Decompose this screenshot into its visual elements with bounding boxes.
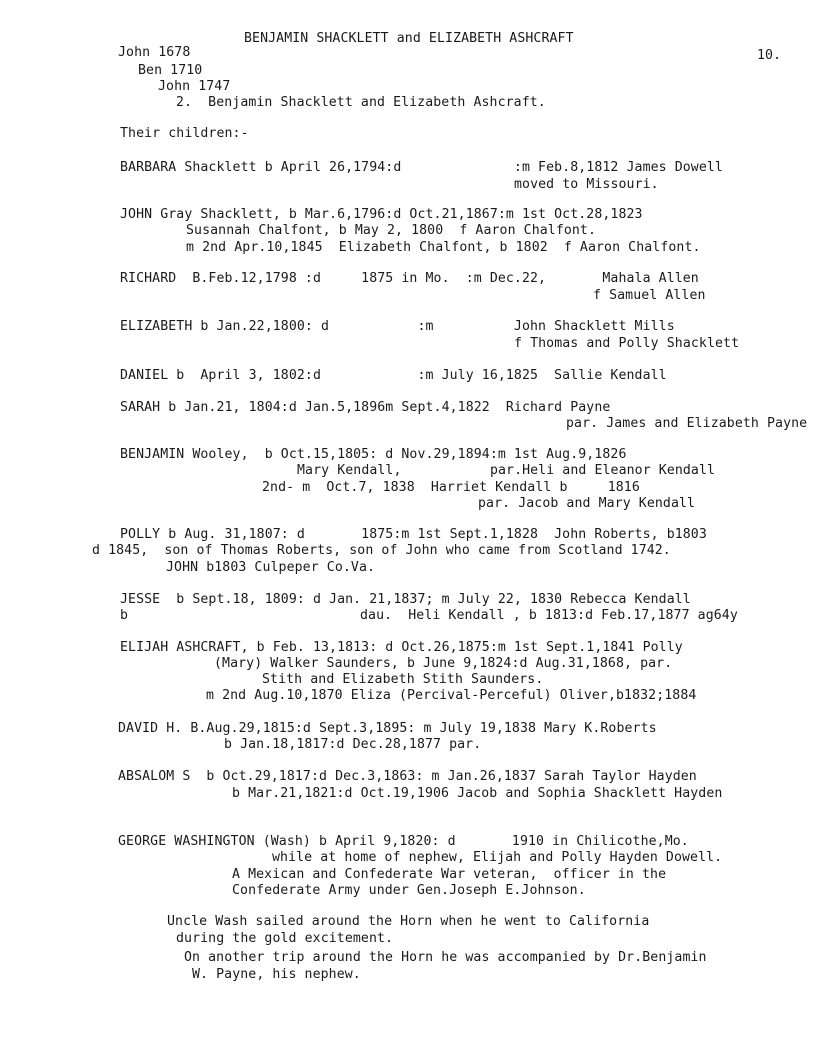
lineage-line: Ben 1710 bbox=[138, 63, 203, 78]
lineage-line: John 1678 bbox=[118, 45, 191, 60]
child-entry-line: while at home of nephew, Elijah and Polly Hayden Dowell. bbox=[272, 850, 723, 865]
child-entry-line: JOHN b1803 Culpeper Co.Va. bbox=[166, 560, 376, 575]
child-entry-line: Susannah Chalfont, b May 2, 1800 f Aaron Chalfont. bbox=[186, 223, 597, 238]
child-entry-line: ABSALOM S b Oct.29,1817:d Dec.3,1863: m Jan.26,1837 Sarah Taylor Hayden bbox=[118, 769, 697, 784]
child-entry-line: POLLY b Aug. 31,1807: d 1875:m 1st Sept.1,1828 John Roberts, b1803 bbox=[120, 527, 707, 542]
children-heading: Their children:- bbox=[120, 126, 249, 141]
child-entry-line: dau. Heli Kendall , b 1813:d Feb.17,1877 ag64y bbox=[360, 608, 738, 623]
child-entry-line: DANIEL b April 3, 1802:d :m July 16,1825 Sallie Kendall bbox=[120, 368, 667, 383]
child-entry-line: Stith and Elizabeth Stith Saunders. bbox=[262, 672, 544, 687]
child-entry-line: m 2nd Aug.10,1870 Eliza (Percival-Perceful) Oliver,b1832;1884 bbox=[206, 688, 697, 703]
child-entry-line: b bbox=[120, 608, 129, 623]
child-entry-line: b Mar.21,1821:d Oct.19,1906 Jacob and Sophia Shacklett Hayden bbox=[232, 786, 723, 801]
child-entry-line: ELIZABETH b Jan.22,1800: d :m John Shacklett Mills bbox=[120, 319, 675, 334]
child-entry-line: f Samuel Allen bbox=[593, 288, 706, 303]
child-entry-line: A Mexican and Confederate War veteran, officer in the bbox=[232, 867, 667, 882]
lineage-line: John 1747 bbox=[158, 79, 231, 94]
child-entry-line: DAVID H. B.Aug.29,1815:d Sept.3,1895: m July 19,1838 Mary K.Roberts bbox=[118, 721, 657, 736]
child-entry-line: Confederate Army under Gen.Joseph E.Johnson. bbox=[232, 883, 586, 898]
page-number: 10. bbox=[757, 48, 782, 63]
child-entry-line: (Mary) Walker Saunders, b June 9,1824:d Aug.31,1868, par. bbox=[214, 656, 673, 671]
child-entry-line: d 1845, son of Thomas Roberts, son of John who came from Scotland 1742. bbox=[92, 543, 671, 558]
child-entry-line: Mary Kendall, par.Heli and Eleanor Kendall bbox=[297, 463, 716, 478]
child-entry-line: BENJAMIN Wooley, b Oct.15,1805: d Nov.29,1894:m 1st Aug.9,1826 bbox=[120, 447, 627, 462]
child-entry-line: par. Jacob and Mary Kendall bbox=[478, 496, 696, 511]
child-entry-line: f Thomas and Polly Shacklett bbox=[514, 336, 740, 351]
child-entry-line: RICHARD B.Feb.12,1798 :d 1875 in Mo. :m Dec.22, Mahala Allen bbox=[120, 271, 699, 286]
child-entry-line: BARBARA Shacklett b April 26,1794:d :m Feb.8,1812 James Dowell bbox=[120, 160, 723, 175]
note-line: during the gold excitement. bbox=[176, 931, 394, 946]
note-line: W. Payne, his nephew. bbox=[192, 967, 361, 982]
child-entry-line: JOHN Gray Shacklett, b Mar.6,1796:d Oct.21,1867:m 1st Oct.28,1823 bbox=[120, 207, 643, 222]
lineage-line: 2. Benjamin Shacklett and Elizabeth Ashcraft. bbox=[176, 95, 546, 110]
note-line: Uncle Wash sailed around the Horn when he went to California bbox=[167, 914, 650, 929]
child-entry-line: m 2nd Apr.10,1845 Elizabeth Chalfont, b 1802 f Aaron Chalfont. bbox=[186, 240, 701, 255]
child-entry-line: ELIJAH ASHCRAFT, b Feb. 13,1813: d Oct.26,1875:m 1st Sept.1,1841 Polly bbox=[120, 640, 683, 655]
child-entry-line: moved to Missouri. bbox=[514, 177, 659, 192]
child-entry-line: par. James and Elizabeth Payne bbox=[566, 416, 808, 431]
child-entry-line: 2nd- m Oct.7, 1838 Harriet Kendall b 1816 bbox=[262, 480, 640, 495]
child-entry-line: GEORGE WASHINGTON (Wash) b April 9,1820: d 1910 in Chilicothe,Mo. bbox=[118, 834, 689, 849]
child-entry-line: JESSE b Sept.18, 1809: d Jan. 21,1837; m July 22, 1830 Rebecca Kendall bbox=[120, 592, 691, 607]
note-line: On another trip around the Horn he was accompanied by Dr.Benjamin bbox=[184, 950, 707, 965]
child-entry-line: b Jan.18,1817:d Dec.28,1877 par. bbox=[224, 737, 482, 752]
child-entry-line: SARAH b Jan.21, 1804:d Jan.5,1896m Sept.4,1822 Richard Payne bbox=[120, 400, 611, 415]
document-title: BENJAMIN SHACKLETT and ELIZABETH ASHCRAFT bbox=[244, 31, 574, 46]
